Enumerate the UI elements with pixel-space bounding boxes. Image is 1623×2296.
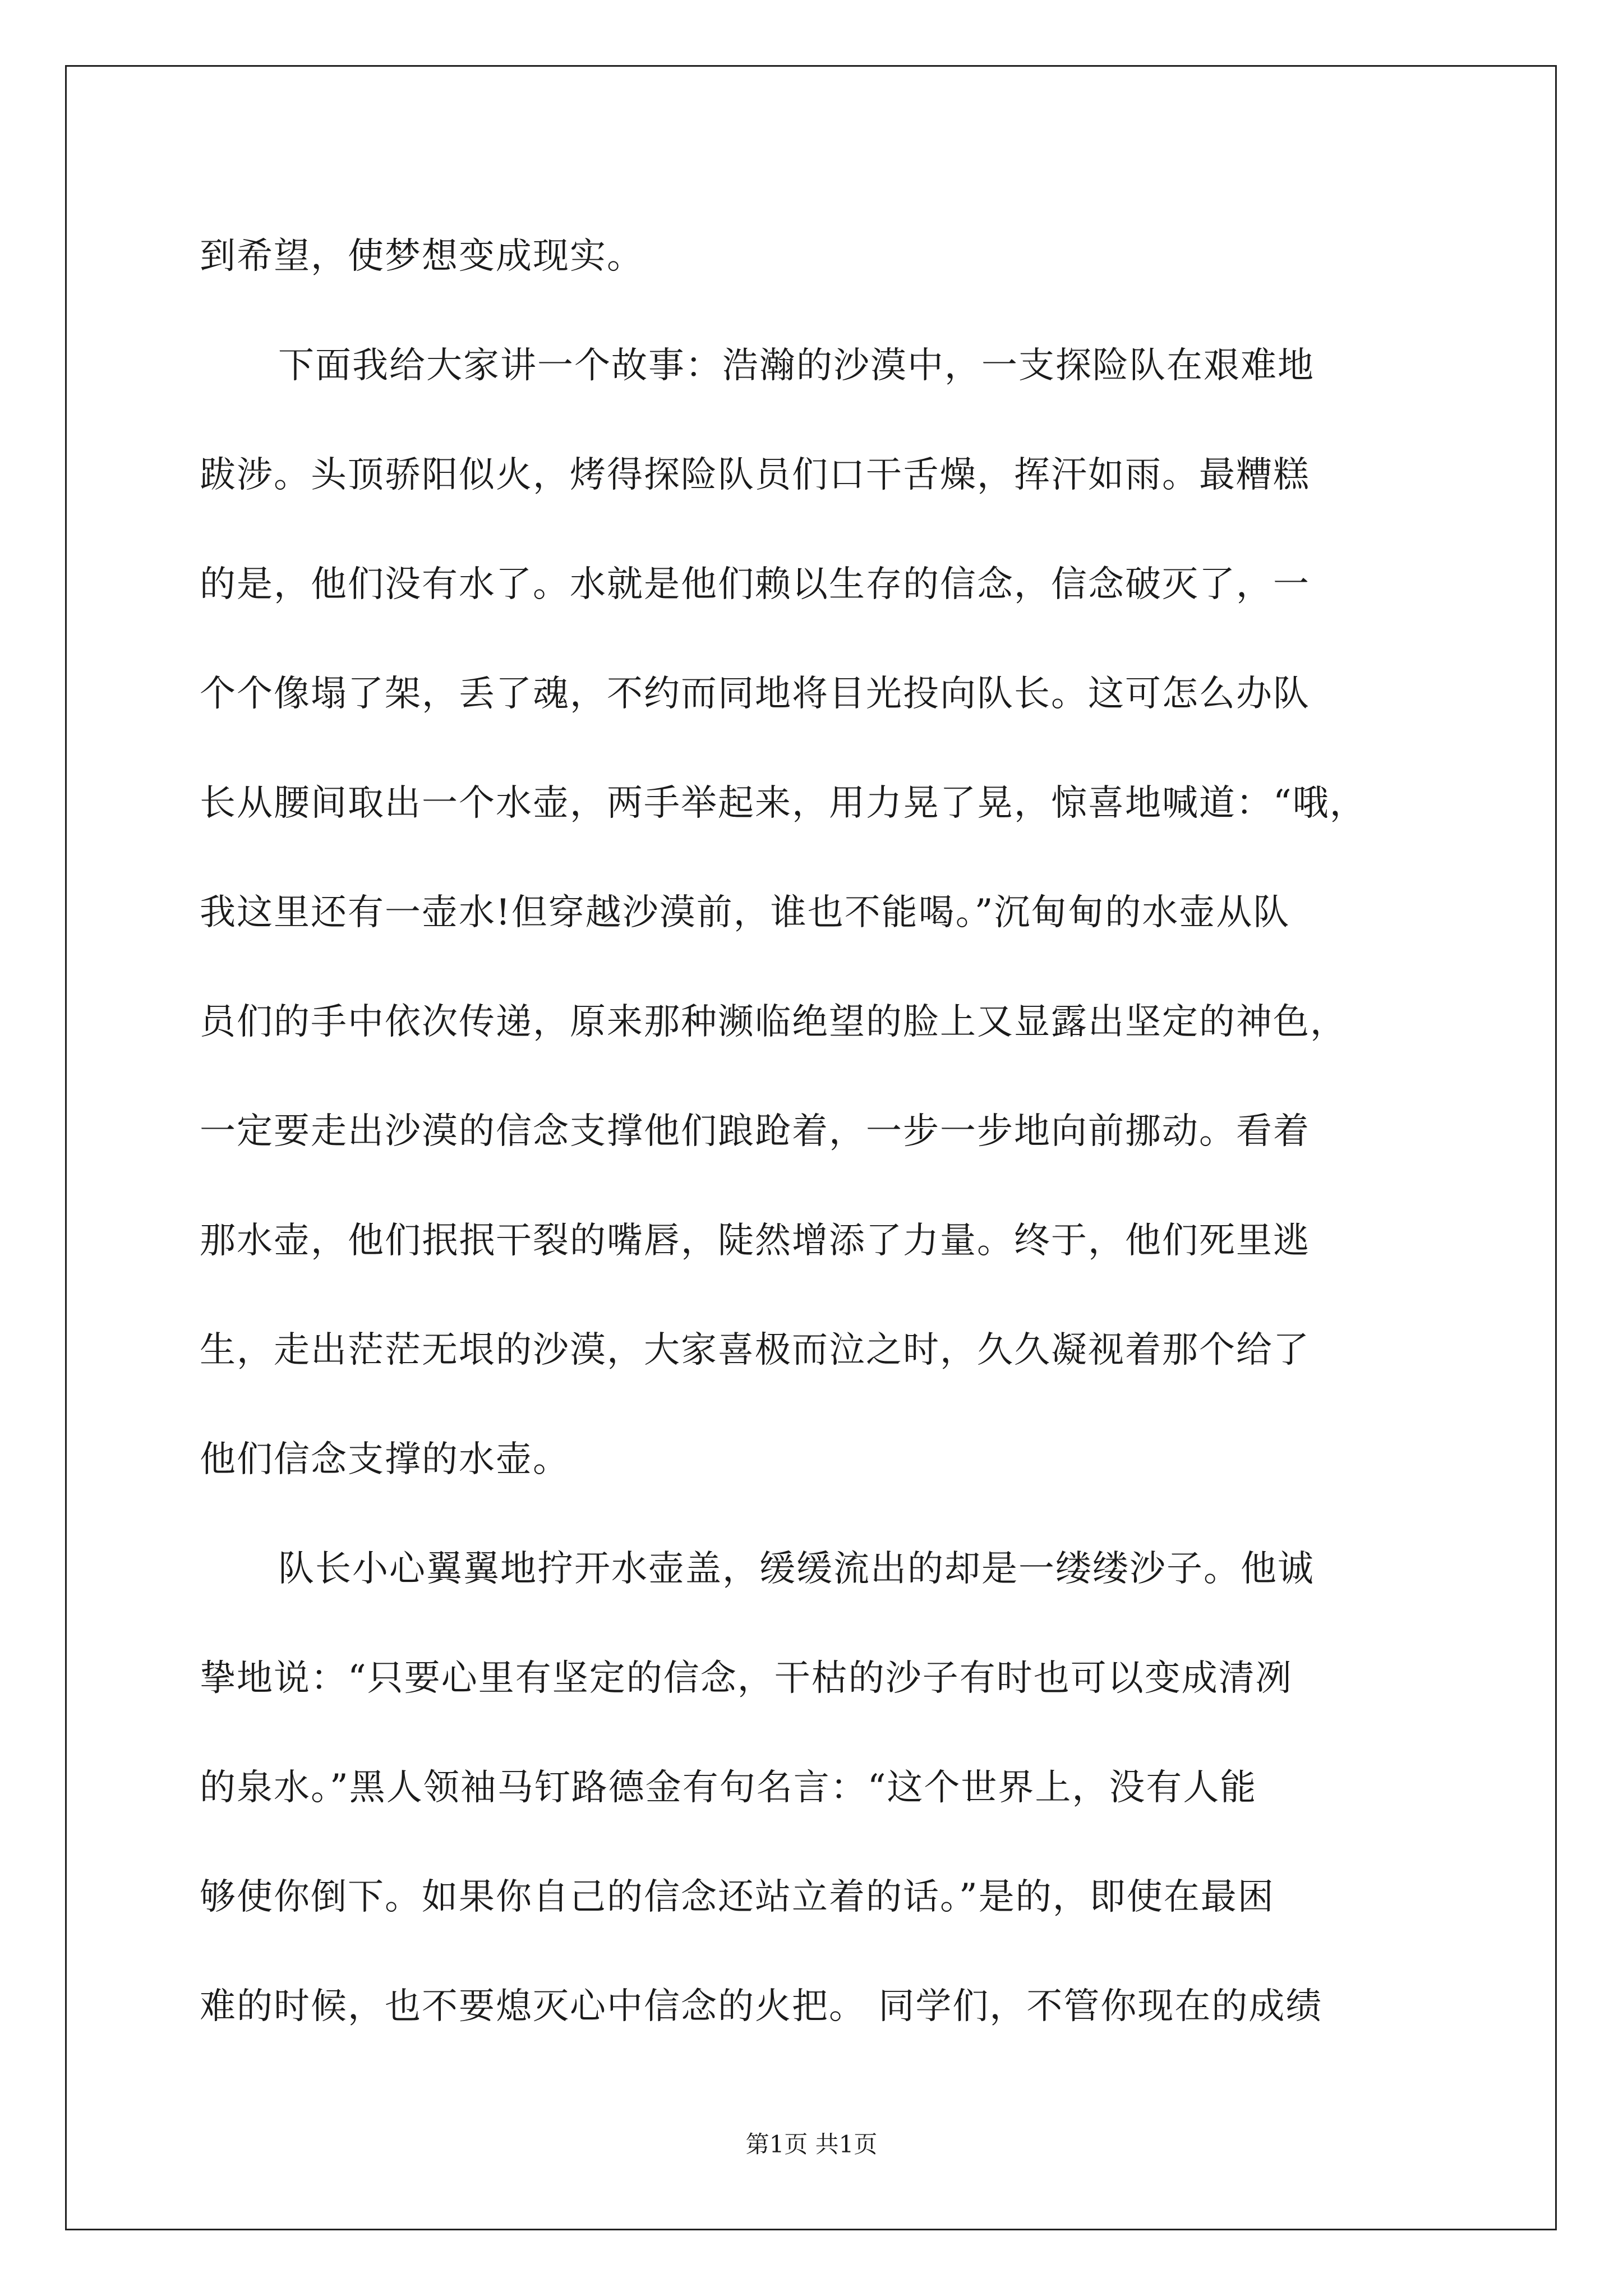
text-line: 那水壶，他们抿抿干裂的嘴唇，陡然增添了力量。终于，他们死里逃 — [200, 1220, 1310, 1262]
text-line: 长从腰间取出一个水壶，两手举起来，用力晃了晃，惊喜地喊道：“哦， — [200, 783, 1367, 824]
text-line: 跋涉。头顶骄阳似火，烤得探险队员们口干舌燥，挥汗如雨。最糟糕 — [200, 454, 1310, 496]
text-line: 一定要走出沙漠的信念支撑他们踉跄着，一步一步地向前挪动。看着 — [200, 1111, 1310, 1152]
text-line: 员们的手中依次传递，原来那种濒临绝望的脸上又显露出坚定的神色， — [200, 1001, 1347, 1043]
text-line: 下面我给大家讲一个故事：浩瀚的沙漠中，一支探险队在艰难地 — [278, 345, 1315, 386]
text-line: 挚地说：“只要心里有坚定的信念，干枯的沙子有时也可以变成清冽 — [200, 1658, 1293, 1699]
text-line: 到希望，使梦想变成现实。 — [200, 236, 644, 277]
text-line: 他们信念支撑的水壶。 — [200, 1439, 570, 1480]
text-line: 的泉水。”黑人领袖马钉路德金有句名言：“这个世界上，没有人能 — [200, 1767, 1257, 1809]
page-number-label: 第1页 共1页 — [745, 2131, 878, 2158]
document-body — [200, 202, 1433, 2062]
text-line: 够使你倒下。如果你自己的信念还站立着的话。”是的，即使在最困 — [200, 1876, 1275, 1918]
text-line: 队长小心翼翼地拧开水壶盖，缓缓流出的却是一缕缕沙子。他诚 — [278, 1548, 1315, 1590]
text-line: 个个像塌了架，丢了魂，不约而同地将目光投向队长。这可怎么办队 — [200, 673, 1310, 715]
text-line: 难的时候，也不要熄灭心中信念的火把。 同学们，不管你现在的成绩 — [200, 1986, 1323, 2027]
text-line: 的是，他们没有水了。水就是他们赖以生存的信念，信念破灭了，一 — [200, 564, 1310, 605]
text-line: 我这里还有一壶水!但穿越沙漠前，谁也不能喝。”沉甸甸的水壶从队 — [200, 892, 1290, 933]
page-footer — [0, 2126, 1623, 2160]
text-line: 生，走出茫茫无垠的沙漠，大家喜极而泣之时，久久凝视着那个给了 — [200, 1329, 1310, 1371]
